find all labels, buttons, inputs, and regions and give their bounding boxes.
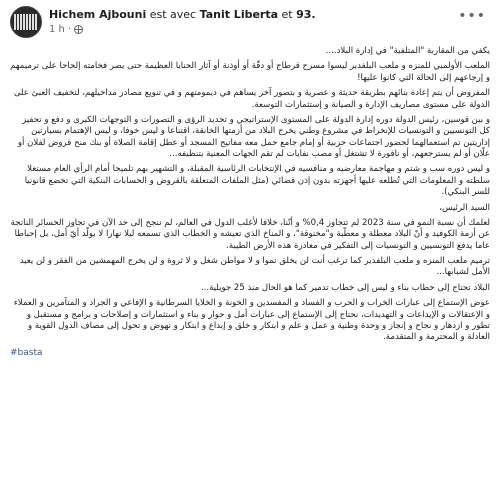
post-body xyxy=(10,46,490,344)
post-meta xyxy=(49,6,316,37)
paragraph: لعلمك أن نسبة النمو في سنة 2023 لم تتجاوز 0,4% و أنّنا، خلافا لأغلب الدول في العالم، لم ننجح إلى حد الآن في تجاوز الخسائر الناتجة عن أزمة الكوفيد و أنّ البلاد معطلة و معطّبة و"مخنوقة"، و المناخ الذي تعيشه و الخطاب الذي تسمعه ليلا نهارا لا يولّد أيّ أمل، بل إحباطا عاما يدفع التونسيين و التونسيات إلى التفكير في مغادرة هذه الأرض الطيبة. xyxy=(10,217,490,251)
paragraph: عوض الإستماع إلى عبارات الخراب و الحرب و الفساد و المفسدين و الخونة و الخلايا السرطانية و الإفاعي و الجراد و المتآمرين و العملاء و الإعتقالات و الإيداعات و التهديدات، نحتاج إلى الإستماع إلى عبارات أمل و حوار و بناء و استثمارات و إصلاحات و برامج و مستقبل و تطور و ازدهار و نجاح و إنجاز و وحدة وطنية و عمل و علم و ابتكار و خلق و إبداع و ابتكار و نهوض و تحول إلى مصاف الدول القوية و العادلة و المحترمة و المتقدمة. xyxy=(13,298,490,343)
author-line xyxy=(49,7,316,22)
and-text: et xyxy=(281,8,293,21)
post-time[interactable]: 1 h xyxy=(49,24,65,35)
post-header xyxy=(10,6,490,44)
paragraph: السيد الرئيس، xyxy=(439,202,490,213)
tagged-person[interactable]: Tanit Liberta xyxy=(199,8,279,21)
avatar-image xyxy=(14,14,38,30)
timestamp-line xyxy=(49,22,316,37)
paragraph: المفروض أن يتم إعادة بنائهم بطريقة حديثة و عصرية و بتصور آخر يساهم في ديمومتهم و في تنويع مصادر مداخيلهم، لتخفيف العبئ على الدولة على مستوى مصاريف الإدارة و الصيانة و إستثمارات التوسعة. xyxy=(13,88,490,110)
avatar[interactable] xyxy=(10,6,42,38)
paragraph: البلاد تحتاج إلى خطاب بناء و ليس إلى خطاب تدمير كما هو الحال منذ 25 جويلية... xyxy=(200,282,490,293)
paragraph: الملعب الأولمبي للمنزه و ملعب البلفدير ليسوا مسرح قرطاج أو دقّة أو أوذنة أو آثار الحنايا العظيمة حتى يصر فخامته إلحاحا على ترميمهم و إرجاعهم إلى الحالة التي كانوا عليها! xyxy=(10,61,490,83)
paragraph: و بين قوسين، رئيس الدولة دوره إدارة الدولة على المستوى الإستراتيجي و تحديد الرؤى و التصورات و التوجهات الكبرى و دفع و تحفيز كل التونسيين و التونسيات للإنخراط في مشروع وطني يخرج البلاد من أزمتها الخانقة، اقتناعا و ليس خوفا، و ليس الإهتمام بسيارتين إداريتين تم استعمالهما لحضور اجتماعات حزبية أو إمام جامع حمل معه مفاتيح المسجد أو عطل إقامة الصلاة أو بنك منح قروض لفلان أو علّان أو لم يسترجعهم، أو نافورة لا تشتغل أو مصب نفايات لم تقم الجهات المعنية بتنظيفه... xyxy=(17,115,490,159)
hashtag-link[interactable]: #basta xyxy=(10,347,43,358)
paragraph: ترميم ملعب المنزه و ملعب البلفدير كما ترغب أنت لن يخلق نموا و لا مواطن شغل و لا ثروة و لن يخرج المهمشين من الفقر و لن يعيد الأمل لشبابها... xyxy=(19,256,490,278)
paragraph: يكفي من المقاربة "المتلفية" في إدارة البلاد.... xyxy=(325,46,490,56)
separator: · xyxy=(67,24,72,35)
with-text: est avec xyxy=(149,8,197,21)
author-name[interactable]: Hichem Ajbouni xyxy=(49,8,147,21)
tagged-others[interactable]: 93. xyxy=(296,8,316,21)
paragraph: و ليس دوره سب و شتم و مهاجمة معارضيه و منافسيه في الإنتخابات الرئاسية المقبلة، و التشهير بهم تلميحا أمام الرأي العام مستغلا سلطته و المعلومات التي تُطلعه عليها أجهزته بدون إذن قضائي (مثل الملفات المتعلقة بالقروض و الحسابات البنكية التي تخضع قانونيا للسر البنكي). xyxy=(24,164,490,198)
globe-icon[interactable] xyxy=(74,25,83,34)
more-horizontal-icon[interactable]: ••• xyxy=(458,8,486,24)
